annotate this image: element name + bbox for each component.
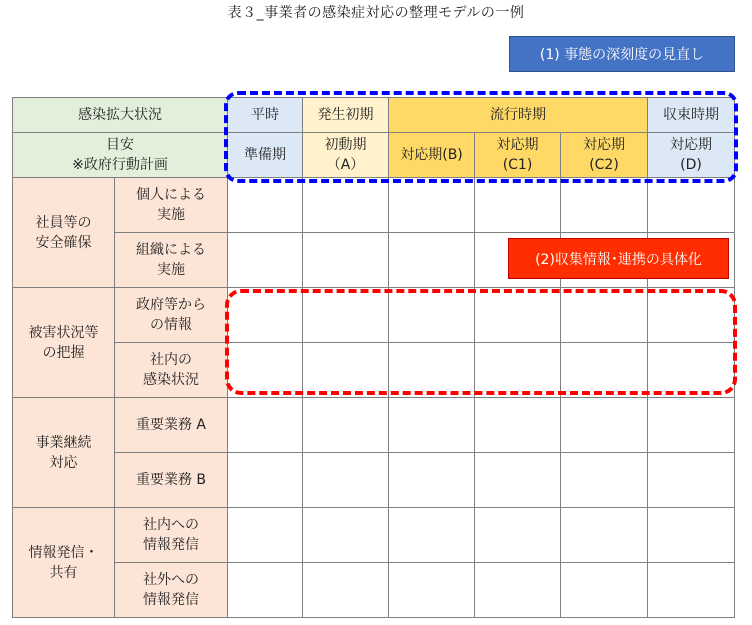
category-damage-status-line2: の把握 (42, 344, 85, 361)
table-cell[interactable] (475, 508, 561, 563)
item-internal-infection (115, 343, 228, 398)
table-cell[interactable] (228, 178, 303, 233)
item-internal-infection-line1: 社内の (150, 352, 192, 368)
item-organization (115, 233, 228, 288)
period-response-b-label: 対応期(B) (400, 147, 463, 163)
item-internal-infection-line2: 感染状況 (143, 372, 199, 388)
period-initial-a (303, 133, 389, 178)
period-response-d-line1: 対応期 (670, 137, 712, 153)
item-individual-line1: 個人による (136, 187, 206, 203)
table-row (13, 343, 735, 398)
table-cell[interactable] (648, 508, 735, 563)
item-critical-a-label: 重要業務 A (135, 417, 207, 433)
period-preparation-label: 準備期 (244, 147, 286, 163)
table-cell[interactable] (228, 288, 303, 343)
table-cell[interactable] (475, 288, 561, 343)
table-cell[interactable] (228, 563, 303, 618)
table-cell[interactable] (561, 178, 648, 233)
table-cell[interactable] (228, 508, 303, 563)
category-damage-status (13, 288, 115, 398)
table-row (13, 563, 735, 618)
guide-label-line1: 目安 (106, 137, 134, 153)
table-cell[interactable] (303, 288, 389, 343)
item-critical-b (115, 453, 228, 508)
item-internal-comms (115, 508, 228, 563)
category-safety-line2: 安全確保 (35, 234, 92, 251)
period-response-c2 (561, 133, 648, 178)
table-cell[interactable] (389, 453, 475, 508)
severity-review-callout: (1) 事態の深刻度の見直し (509, 36, 735, 72)
period-response-d (648, 133, 735, 178)
item-organization-line2: 実施 (157, 262, 185, 278)
table-cell[interactable] (389, 563, 475, 618)
table-cell[interactable] (389, 343, 475, 398)
period-response-b (389, 133, 475, 178)
guide-label-line2: ※政府行動計画 (72, 157, 168, 173)
category-business-continuity (13, 398, 115, 508)
period-preparation (228, 133, 303, 178)
item-external-comms-line1: 社外への (143, 572, 199, 588)
item-government-info (115, 288, 228, 343)
table-cell[interactable] (303, 398, 389, 453)
item-critical-b-label: 重要業務 B (135, 472, 207, 488)
item-government-info-line1: 政府等から (136, 297, 206, 313)
category-info-sharing-line1: 情報発信・ (28, 544, 99, 561)
item-internal-comms-line1: 社内への (143, 517, 199, 533)
table-cell[interactable] (561, 508, 648, 563)
table-cell[interactable] (303, 508, 389, 563)
info-collection-callout: (2)収集情報･連携の具体化 (508, 238, 729, 279)
category-safety (13, 178, 115, 288)
table-cell[interactable] (389, 398, 475, 453)
table-cell[interactable] (303, 563, 389, 618)
table-cell[interactable] (475, 453, 561, 508)
header-row-period (13, 133, 735, 178)
table-cell[interactable] (648, 398, 735, 453)
table-cell[interactable] (475, 178, 561, 233)
period-initial-a-line2: （A） (326, 157, 365, 173)
category-info-sharing-line2: 共有 (49, 564, 78, 581)
period-response-c1-line1: 対応期 (496, 137, 539, 153)
phase-epidemic: 流行時期 (389, 98, 648, 133)
phase-convergence: 収束時期 (648, 98, 735, 133)
table-cell[interactable] (648, 343, 735, 398)
table-cell[interactable] (228, 233, 303, 288)
table-row (13, 398, 735, 453)
phase-early: 発生初期 (303, 98, 389, 133)
table-cell[interactable] (475, 343, 561, 398)
item-internal-comms-line2: 情報発信 (143, 537, 199, 553)
item-individual-line2: 実施 (157, 207, 185, 223)
table-row (13, 178, 735, 233)
item-individual (115, 178, 228, 233)
table-cell[interactable] (475, 398, 561, 453)
table-cell[interactable] (561, 453, 648, 508)
response-model-table (12, 97, 735, 618)
table-cell[interactable] (303, 178, 389, 233)
table-cell[interactable] (648, 563, 735, 618)
category-business-continuity-line1: 事業継続 (35, 434, 92, 451)
document-title: 表３_事業者の感染症対応の整理モデルの一例 (227, 5, 525, 21)
item-external-comms (115, 563, 228, 618)
table-row (13, 288, 735, 343)
header-row-phase (13, 98, 735, 133)
period-response-d-line2: (D) (680, 157, 702, 173)
period-initial-a-line1: 初動期 (324, 137, 367, 153)
item-government-info-line2: の情報 (150, 317, 192, 333)
table-cell[interactable] (389, 288, 475, 343)
table-cell[interactable] (389, 233, 475, 288)
table-cell[interactable] (303, 233, 389, 288)
period-response-c2-line2: (C2) (589, 157, 619, 173)
category-info-sharing (13, 508, 115, 618)
table-cell[interactable] (303, 453, 389, 508)
category-safety-line1: 社員等の (35, 214, 92, 231)
infection-status-label: 感染拡大状況 (13, 98, 228, 133)
phase-normal: 平時 (228, 98, 303, 133)
item-external-comms-line2: 情報発信 (143, 592, 199, 608)
period-response-c1 (475, 133, 561, 178)
guide-label (13, 133, 228, 178)
table-cell[interactable] (228, 398, 303, 453)
table-cell[interactable] (561, 343, 648, 398)
table-cell[interactable] (228, 453, 303, 508)
table-cell[interactable] (561, 288, 648, 343)
category-damage-status-line1: 被害状況等 (28, 324, 99, 341)
table-cell[interactable] (648, 453, 735, 508)
table-cell[interactable] (228, 343, 303, 398)
table-cell[interactable] (648, 178, 735, 233)
table-cell[interactable] (648, 288, 735, 343)
item-organization-line1: 組織による (136, 242, 206, 258)
table-row (13, 508, 735, 563)
table-cell[interactable] (561, 398, 648, 453)
table-cell[interactable] (389, 178, 475, 233)
table-cell[interactable] (389, 508, 475, 563)
item-critical-a (115, 398, 228, 453)
period-response-c2-line1: 対応期 (583, 137, 625, 153)
table-cell[interactable] (561, 563, 648, 618)
table-cell[interactable] (475, 563, 561, 618)
category-business-continuity-line2: 対応 (49, 454, 78, 471)
table-row (13, 453, 735, 508)
table-cell[interactable] (303, 343, 389, 398)
period-response-c1-line2: (C1) (502, 157, 533, 173)
